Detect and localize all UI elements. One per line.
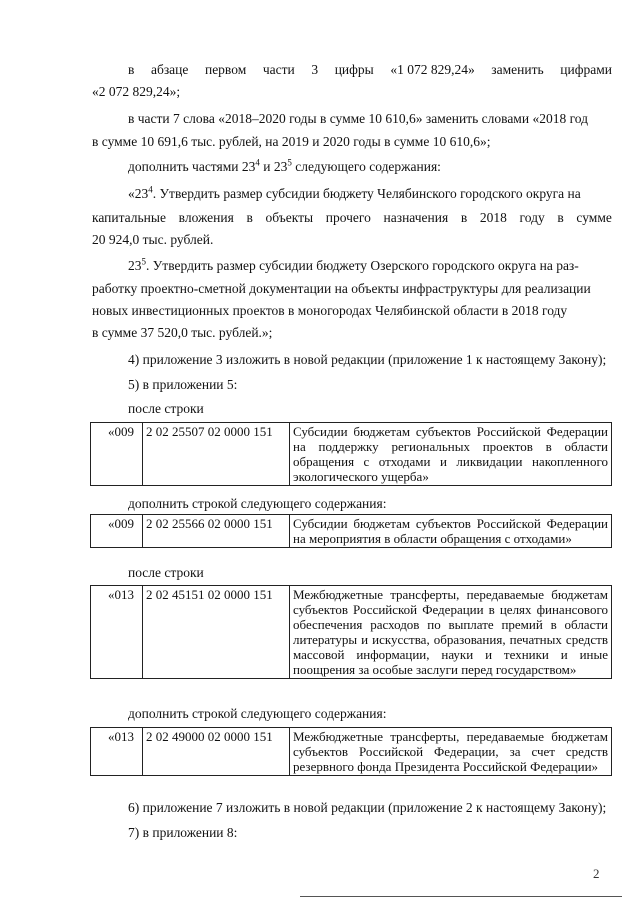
kbk-code: 2 02 45151 02 0000 151 (143, 586, 290, 679)
budget-table-2 (90, 514, 612, 548)
text: дополнить частями 23 (128, 159, 256, 174)
word: абзаце (150, 62, 189, 77)
paragraph-line-3: в части 7 слова «2018–2020 годы в сумме 10 610,6» заменить словами «2018 год (128, 111, 589, 126)
paragraph-line-10: работку проектно-сметной документации на объекты инфраструктуры для реализации (92, 281, 591, 296)
word: цифрами (560, 62, 612, 77)
admin-code: «009 (91, 423, 143, 486)
bottom-rule (300, 896, 622, 897)
after-row-label-2: после строки (128, 565, 204, 580)
paragraph-line-13: 4) приложение 3 изложить в новой редакции (приложение 1 к настоящему Закону); (128, 352, 607, 367)
text: 23 (128, 258, 142, 273)
paragraph-line-4: в сумме 10 691,6 тыс. рублей, на 2019 и 2020 годы в сумме 10 610,6»; (92, 134, 491, 149)
text: следующего содержания: (291, 159, 441, 174)
budget-table-3 (90, 585, 612, 679)
revenue-description: Субсидии бюджетам субъектов Российской Федерации на мероприятия в области обращения с отходами» (290, 515, 612, 548)
table-row (91, 515, 612, 548)
paragraph-line-12: в сумме 37 520,0 тыс. рублей.»; (92, 325, 273, 340)
paragraph-line-7 (92, 210, 612, 226)
word: в (460, 210, 468, 225)
table-row (91, 423, 612, 486)
kbk-code: 2 02 25566 02 0000 151 (143, 515, 290, 548)
superscript: 5 (287, 157, 292, 168)
paragraph-line-2: «2 072 829,24»; (92, 84, 181, 99)
superscript: 5 (141, 256, 146, 267)
text: «23 (128, 186, 149, 201)
paragraph-line-15: 6) приложение 7 изложить в новой редакции (приложение 2 к настоящему Закону); (128, 800, 607, 815)
word: объекты (265, 210, 314, 225)
word: заменить (491, 62, 544, 77)
text: и 23 (259, 159, 288, 174)
table-row (91, 728, 612, 776)
admin-code: «013 (91, 728, 143, 776)
text: . Утвердить размер субсидии бюджету Челябинского городского округа на (152, 186, 581, 201)
revenue-description: Межбюджетные трансферты, передаваемые бюджетам субъектов Российской Федерации, за счет средств резервного фонда Президента Российской Федерации» (290, 728, 612, 776)
add-row-label-1: дополнить строкой следующего содержания: (128, 496, 387, 511)
table-row (91, 586, 612, 679)
word: 3 (311, 62, 319, 77)
paragraph-line-11: новых инвестиционных проектов в моногородах Челябинской области в 2018 году (92, 303, 568, 318)
kbk-code: 2 02 25507 02 0000 151 (143, 423, 290, 486)
word: вложения (178, 210, 234, 225)
page-number: 2 (593, 866, 600, 881)
word: году (519, 210, 545, 225)
paragraph-line-5 (128, 159, 612, 175)
paragraph-line-8: 20 924,0 тыс. рублей. (92, 232, 214, 247)
paragraph-line-9 (128, 258, 612, 274)
kbk-code: 2 02 49000 02 0000 151 (143, 728, 290, 776)
word: назначения (383, 210, 449, 225)
paragraph-line-6 (128, 186, 612, 202)
revenue-description: Субсидии бюджетам субъектов Российской Федерации на поддержку региональных проектов в области обращения с отходами и ликвидации накопленного экологического ущерба» (290, 423, 612, 486)
text: . Утвердить размер субсидии бюджету Озерского городского округа на раз- (146, 258, 579, 273)
word: части (262, 62, 295, 77)
paragraph-line-14: 5) в приложении 5: (128, 377, 238, 392)
admin-code: «009 (91, 515, 143, 548)
word: 2018 (479, 210, 507, 225)
word: в (557, 210, 564, 225)
word: в (128, 62, 135, 77)
budget-table-1 (90, 422, 612, 486)
superscript: 4 (148, 184, 153, 195)
word: цифры (334, 62, 374, 77)
paragraph-line-16: 7) в приложении 8: (128, 825, 238, 840)
add-row-label-2: дополнить строкой следующего содержания: (128, 706, 387, 721)
word: сумме (576, 210, 612, 225)
word: первом (204, 62, 247, 77)
paragraph-line-1 (128, 62, 612, 78)
superscript: 4 (255, 157, 260, 168)
word: в (246, 210, 253, 225)
admin-code: «013 (91, 586, 143, 679)
word: «1 072 829,24» (390, 62, 475, 77)
budget-table-4 (90, 727, 612, 776)
revenue-description: Межбюджетные трансферты, передаваемые бюджетам субъектов Российской Федерации в целях финансового обеспечения расходов по выплате премий в области литературы и искусства, образования, печатных средств массовой информации, науки и техники и иные поощрения за особые заслуги перед государством» (290, 586, 612, 679)
word: капитальные (92, 210, 166, 225)
word: прочего (325, 210, 371, 225)
after-row-label-1: после строки (128, 401, 204, 416)
